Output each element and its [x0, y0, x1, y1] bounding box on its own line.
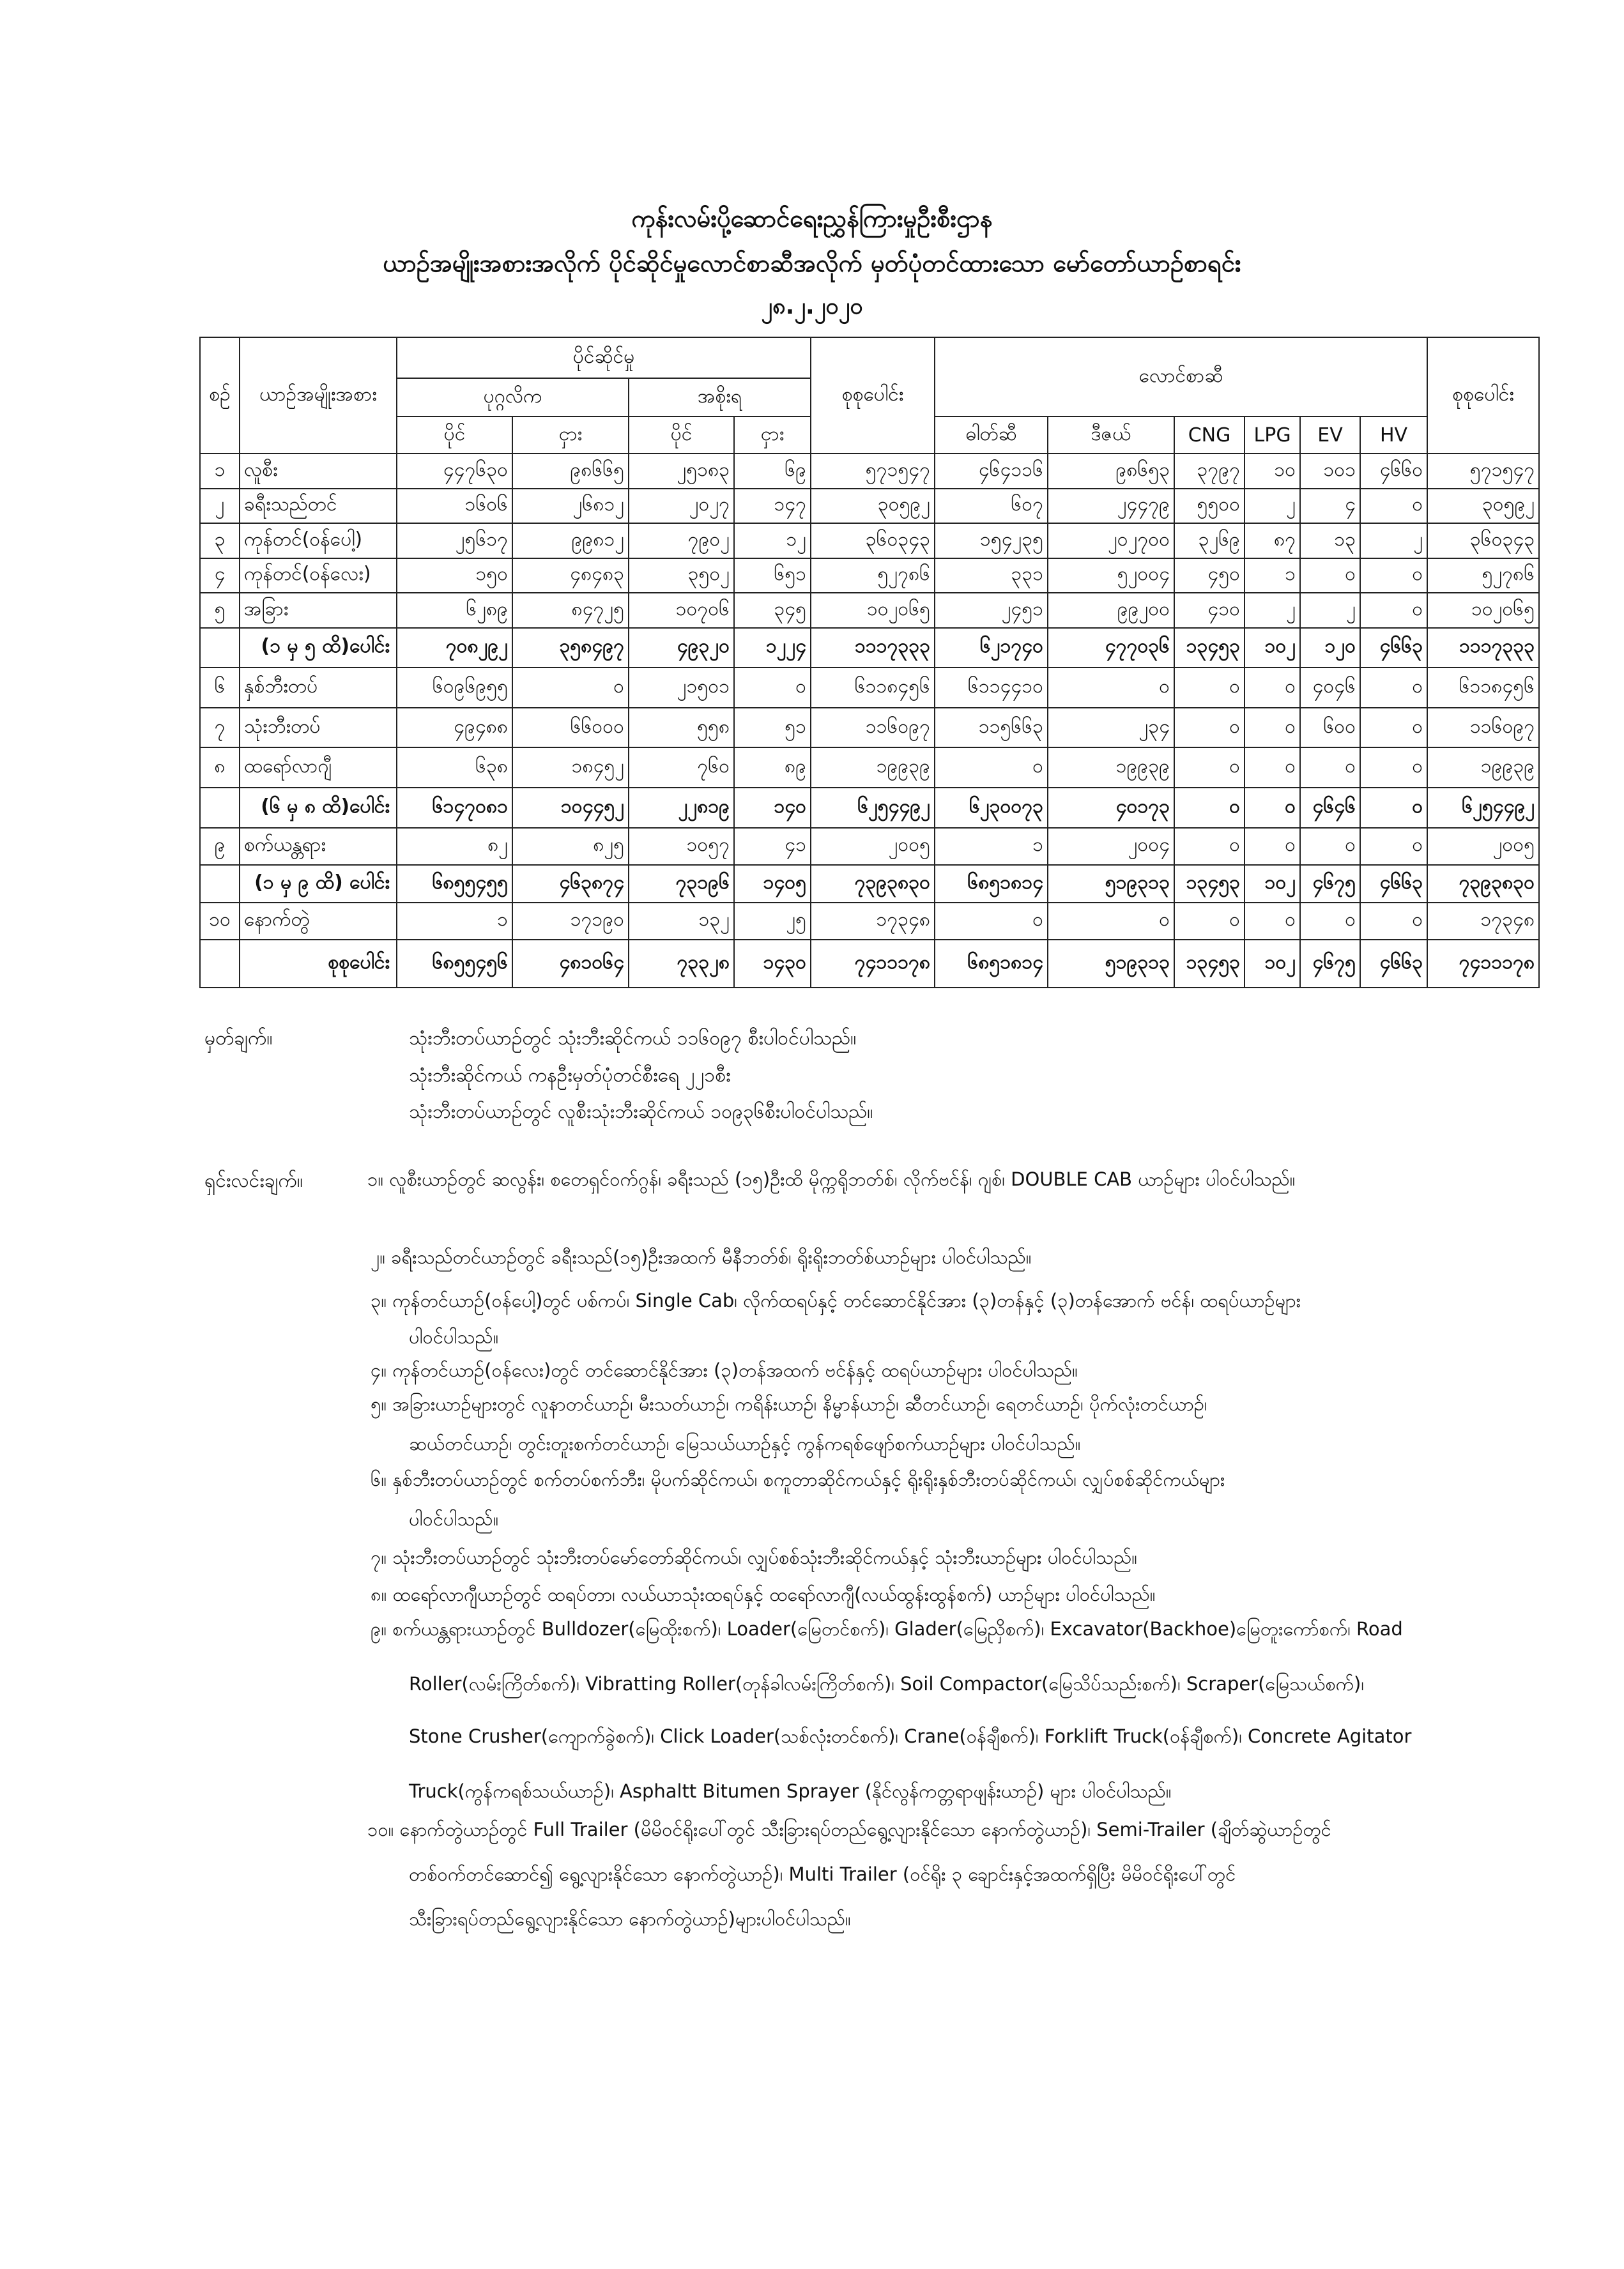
cell-type: ကုန်တင်(ဝန်ပေါ့) [240, 523, 397, 558]
cell-priv-own: ၇၀၈၂၉၂ [397, 628, 512, 668]
cell-petrol: ၀ [935, 747, 1048, 788]
cell-grand: ၆၂၅၄၄၉၂ [1427, 788, 1539, 828]
cell-grand: ၁၇၃၄၈ [1427, 903, 1539, 940]
explanation-line: ၅။ အခြားယာဉ်များတွင် လူနာတင်ယာဉ်၊ မီးသတ်ယာဉ်၊ ကရိန်းယာဉ်၊ နိမ္မာန်ယာဉ်၊ ဆီတင်ယာဉ်၊ ရေတင်ယာဉ်၊ ပိုက်လုံးတင်ယာဉ်၊ [371, 1393, 1207, 1415]
header-grand-total: စုစုပေါင်း [1427, 337, 1539, 454]
cell-diesel: ၉၈၆၅၃ [1048, 454, 1174, 489]
cell-diesel: ၅၁၉၃၁၃ [1048, 940, 1174, 988]
notes-label: မှတ်ချက်။ [204, 1027, 273, 1050]
table-row [200, 940, 1539, 988]
cell-type: (၆ မှ ၈ ထိ)ပေါင်း [240, 788, 397, 828]
cell-grand: ၇၄၁၁၁၇၈ [1427, 940, 1539, 988]
table-row [200, 489, 1539, 524]
cell-diesel: ၁၉၉၃၉ [1048, 747, 1174, 788]
header-ownership: ပိုင်ဆိုင်မှု [397, 337, 811, 378]
header-gov-hire: ငှား [734, 416, 811, 454]
cell-ev: ၂ [1300, 593, 1360, 628]
cell-total: ၇၃၉၃၈၃၀ [811, 865, 935, 903]
cell-gov-own: ၇၃၁၉၆ [629, 865, 734, 903]
cell-gov-hire: ၂၅ [734, 903, 811, 940]
cell-total: ၁၉၉၃၉ [811, 747, 935, 788]
cell-grand: ၁၁၆၀၉၇ [1427, 708, 1539, 748]
cell-grand: ၇၃၉၃၈၃၀ [1427, 865, 1539, 903]
cell-ev: ၀ [1300, 828, 1360, 866]
cell-gov-hire: ၁၄၀ [734, 788, 811, 828]
cell-ev: ၆၀၀ [1300, 708, 1360, 748]
cell-cng: ၅၅၀၀ [1174, 489, 1245, 524]
cell-hv: ၂ [1360, 523, 1427, 558]
cell-grand: ၂၀၀၅ [1427, 828, 1539, 866]
table-row [200, 628, 1539, 668]
header-diesel: ဒီဇယ် [1048, 416, 1174, 454]
cell-gov-hire: ၁၄၇ [734, 489, 811, 524]
cell-cng: ၁၃၄၅၃ [1174, 940, 1245, 988]
cell-gov-own: ၇၉၀၂ [629, 523, 734, 558]
table-row [200, 523, 1539, 558]
header-petrol: ဓါတ်ဆီ [935, 416, 1048, 454]
table-row [200, 828, 1539, 866]
header-lpg: LPG [1245, 416, 1300, 454]
cell-sr: ၉ [200, 828, 240, 866]
note-line: သုံးဘီးဆိုင်ကယ် ကနဦးမှတ်ပုံတင်စီးရေ ၂၂၁စီး [409, 1064, 731, 1087]
cell-gov-hire: ၈၉ [734, 747, 811, 788]
cell-gov-own: ၂၁၅၀၁ [629, 668, 734, 708]
cell-priv-own: ၆၁၄၇၀၈၁ [397, 788, 512, 828]
cell-hv: ၀ [1360, 668, 1427, 708]
header-cng: CNG [1174, 416, 1245, 454]
table-row [200, 454, 1539, 489]
cell-cng: ၃၇၉၇ [1174, 454, 1245, 489]
cell-lpg: ၀ [1245, 903, 1300, 940]
cell-sr [200, 865, 240, 903]
explanation-line: ဆယ်တင်ယာဉ်၊ တွင်းတူးစက်တင်ယာဉ်၊ မြေသယ်ယာဉ်နှင့် ကွန်ကရစ်ဖျော်စက်ယာဉ်များ ပါဝင်ပါသည်။ [409, 1433, 1081, 1455]
cell-gov-own: ၇၆၀ [629, 747, 734, 788]
cell-lpg: ၂ [1245, 489, 1300, 524]
cell-gov-hire: ၁၄၃၀ [734, 940, 811, 988]
cell-lpg: ၀ [1245, 828, 1300, 866]
cell-petrol: ၆၈၅၁၈၁၄ [935, 940, 1048, 988]
cell-grand: ၃၀၅၉၂ [1427, 489, 1539, 524]
cell-sr [200, 940, 240, 988]
cell-lpg: ၀ [1245, 788, 1300, 828]
cell-priv-hire: ၈၄၇၂၅ [512, 593, 629, 628]
cell-gov-own: ၁၀၇၀၆ [629, 593, 734, 628]
cell-priv-hire: ၃၅၈၄၉၇ [512, 628, 629, 668]
table-row [200, 903, 1539, 940]
cell-hv: ၀ [1360, 558, 1427, 593]
cell-diesel: ၄၀၁၇၃ [1048, 788, 1174, 828]
cell-type: စုစုပေါင်း [240, 940, 397, 988]
cell-total: ၃၆၀၃၄၃ [811, 523, 935, 558]
cell-ev: ၄ [1300, 489, 1360, 524]
cell-gov-hire: ၄၁ [734, 828, 811, 866]
explanation-line: ပါဝင်ပါသည်။ [409, 1326, 499, 1348]
cell-ev: ၁၂၀ [1300, 628, 1360, 668]
cell-priv-hire: ၆၆၀၀၀ [512, 708, 629, 748]
cell-priv-own: ၆၈၅၅၄၅၅ [397, 865, 512, 903]
table-row [200, 558, 1539, 593]
cell-diesel: ၄၇၇၀၃၆ [1048, 628, 1174, 668]
header-private-hire: ငှား [512, 416, 629, 454]
cell-sr: ၂ [200, 489, 240, 524]
cell-priv-hire: ၉၈၆၆၅ [512, 454, 629, 489]
cell-sr [200, 628, 240, 668]
cell-grand: ၁၀၂၀၆၅ [1427, 593, 1539, 628]
cell-gov-hire: ၆၅၁ [734, 558, 811, 593]
cell-cng: ၀ [1174, 708, 1245, 748]
cell-sr: ၁ [200, 454, 240, 489]
cell-petrol: ၁၅၄၂၃၅ [935, 523, 1048, 558]
table-row [200, 708, 1539, 748]
cell-priv-hire: ၉၉၈၁၂ [512, 523, 629, 558]
cell-petrol: ၆၁၁၄၄၁၀ [935, 668, 1048, 708]
cell-cng: ၁၃၄၅၃ [1174, 628, 1245, 668]
cell-gov-hire: ၀ [734, 668, 811, 708]
explanation-line: ၇။ သုံးဘီးတပ်ယာဉ်တွင် သုံးဘီးတပ်မော်တော်ဆိုင်ကယ်၊ လျှပ်စစ်သုံးဘီးဆိုင်ကယ်နှင့် သုံးဘီးယာဉ်များ ပါဝင်ပါသည်။ [371, 1547, 1138, 1568]
cell-total: ၅၇၁၅၄၇ [811, 454, 935, 489]
cell-petrol: ၄၆၄၁၁၆ [935, 454, 1048, 489]
cell-grand: ၃၆၀၃၄၃ [1427, 523, 1539, 558]
explanation-line: ၁၀။ နောက်တွဲယာဉ်တွင် Full Trailer (မိမိဝင်ရိုးပေါ်တွင် သီးခြားရပ်တည်ရွေ့လျားနိုင်သော နောက်တွဲယာဉ်)၊ Semi-Trailer (ချိတ်ဆွဲယာဉ်တွင် [367, 1819, 1331, 1840]
cell-petrol: ၁ [935, 828, 1048, 866]
cell-gov-own: ၁၃၂ [629, 903, 734, 940]
cell-diesel: ၂၃၄ [1048, 708, 1174, 748]
table-row [200, 593, 1539, 628]
cell-ev: ၀ [1300, 558, 1360, 593]
header-private-own: ပိုင် [397, 416, 512, 454]
cell-priv-own: ၆၈၅၅၄၅၆ [397, 940, 512, 988]
cell-cng: ၀ [1174, 828, 1245, 866]
cell-cng: ၄၁၀ [1174, 593, 1245, 628]
explanation-line: ၉။ စက်ယန္တရားယာဉ်တွင် Bulldozer(မြေထိုးစက်)၊ Loader(မြေတင်စက်)၊ Glader(မြေညှိစက်)၊ Excavator(Backhoe)မြေတူးကော်စက်၊ Road [371, 1618, 1403, 1640]
cell-gov-hire: ၃၄၅ [734, 593, 811, 628]
explanation-line: တစ်ဝက်တင်ဆောင်၍ ရွေ့လျားနိုင်သော နောက်တွဲယာဉ်)၊ Multi Trailer (ဝင်ရိုး ၃ ချောင်းနှင့်အထက်ရှိပြီး မိမိဝင်ရိုးပေါ်တွင် [409, 1863, 1236, 1885]
cell-total: ၂၀၀၅ [811, 828, 935, 866]
cell-total: ၁၁၁၇၃၃၃ [811, 628, 935, 668]
cell-ev: ၄၆၇၅ [1300, 940, 1360, 988]
cell-cng: ၀ [1174, 788, 1245, 828]
cell-sr: ၈ [200, 747, 240, 788]
cell-lpg: ၀ [1245, 668, 1300, 708]
table-row [200, 788, 1539, 828]
cell-diesel: ၂၀၂၇၀၀ [1048, 523, 1174, 558]
cell-priv-own: ၂၅၆၁၇ [397, 523, 512, 558]
cell-sr: ၁၀ [200, 903, 240, 940]
header-government: အစိုးရ [629, 378, 811, 416]
cell-diesel: ၀ [1048, 903, 1174, 940]
cell-total: ၇၄၁၁၁၇၈ [811, 940, 935, 988]
cell-hv: ၀ [1360, 747, 1427, 788]
header-sr: စဉ် [200, 337, 240, 454]
cell-priv-hire: ၈၂၅ [512, 828, 629, 866]
cell-total: ၅၂၇၈၆ [811, 558, 935, 593]
cell-priv-hire: ၄၈၄၈၃ [512, 558, 629, 593]
cell-priv-own: ၈၂ [397, 828, 512, 866]
cell-gov-hire: ၁၂၂၄ [734, 628, 811, 668]
cell-type: ခရီးသည်တင် [240, 489, 397, 524]
cell-petrol: ၂၄၅၁ [935, 593, 1048, 628]
header-fuel: လောင်စာဆီ [935, 337, 1427, 416]
cell-ev: ၄၆၄၆ [1300, 788, 1360, 828]
explanation-line: သီးခြားရပ်တည်ရွေ့လျားနိုင်သော နောက်တွဲယာဉ်)များပါဝင်ပါသည်။ [409, 1908, 851, 1930]
cell-type: ထရော်လာဂျီ [240, 747, 397, 788]
cell-petrol: ၁၁၅၆၆၃ [935, 708, 1048, 748]
cell-priv-own: ၁၆၀၆ [397, 489, 512, 524]
cell-diesel: ၀ [1048, 668, 1174, 708]
cell-priv-hire: ၂၆၈၁၂ [512, 489, 629, 524]
table-row [200, 865, 1539, 903]
cell-grand: ၁၁၁၇၃၃၃ [1427, 628, 1539, 668]
cell-priv-own: ၄၄၇၆၃၀ [397, 454, 512, 489]
cell-priv-own: ၆၂၈၉ [397, 593, 512, 628]
cell-hv: ၄၆၆၃ [1360, 628, 1427, 668]
cell-grand: ၅၂၇၈၆ [1427, 558, 1539, 593]
cell-hv: ၄၆၆၃ [1360, 940, 1427, 988]
cell-type: လူစီး [240, 454, 397, 489]
cell-priv-own: ၆၃၈ [397, 747, 512, 788]
cell-ev: ၁၀၁ [1300, 454, 1360, 489]
cell-hv: ၀ [1360, 788, 1427, 828]
explanation-line: ၃။ ကုန်တင်ယာဉ်(ဝန်ပေါ့)တွင် ပစ်ကပ်၊ Single Cab၊ လိုက်ထရပ်နှင့် တင်ဆောင်နိုင်အား (၃)တန်နှင့် (၃)တန်အောက် ဗင်န်၊ ထရပ်ယာဉ်များ [371, 1290, 1301, 1311]
cell-type: နောက်တွဲ [240, 903, 397, 940]
header-gov-own: ပိုင် [629, 416, 734, 454]
header-ev: EV [1300, 416, 1360, 454]
cell-total: ၁၁၆၀၉၇ [811, 708, 935, 748]
explanation-line: ပါဝင်ပါသည်။ [409, 1508, 499, 1530]
vehicle-registration-table [199, 337, 1540, 988]
header-hv: HV [1360, 416, 1427, 454]
cell-priv-own: ၁ [397, 903, 512, 940]
note-line: သုံးဘီးတပ်ယာဉ်တွင် လူစီးသုံးဘီးဆိုင်ကယ် ၁၀၉၃၆စီးပါဝင်ပါသည်။ [409, 1101, 873, 1123]
cell-sr: ၆ [200, 668, 240, 708]
cell-diesel: ၅၁၉၃၁၃ [1048, 865, 1174, 903]
table-row [200, 747, 1539, 788]
cell-cng: ၁၃၄၅၃ [1174, 865, 1245, 903]
report-date: ၂၈.၂.၂၀၂၀ [761, 293, 863, 319]
explanation-line: ၁။ လူစီးယာဉ်တွင် ဆလွန်း၊ စတေရှင်ဝက်ဂွန်၊ ခရီးသည် (၁၅)ဦးထိ မိုက္ကရိုဘတ်စ်၊ လိုက်ဗင်န်၊ ဂျစ်၊ DOUBLE CAB ယာဉ်များ ပါဝင်ပါသည်။ [367, 1168, 1296, 1190]
cell-priv-own: ၄၉၄၈၈ [397, 708, 512, 748]
cell-diesel: ၅၂၀၀၄ [1048, 558, 1174, 593]
cell-lpg: ၈၇ [1245, 523, 1300, 558]
cell-gov-own: ၁၀၅၇ [629, 828, 734, 866]
explanation-line: Stone Crusher(ကျောက်ခွဲစက်)၊ Click Loader(သစ်လုံးတင်စက်)၊ Crane(ဝန်ချီစက်)၊ Forklift Truck(ဝန်ချီစက်)၊ Concrete Agitator [409, 1725, 1412, 1747]
table-row [200, 668, 1539, 708]
cell-lpg: ၁၀၂ [1245, 865, 1300, 903]
cell-total: ၆၂၅၄၄၉၂ [811, 788, 935, 828]
cell-gov-hire: ၆၉ [734, 454, 811, 489]
cell-sr: ၄ [200, 558, 240, 593]
explanation-line: ၆။ နှစ်ဘီးတပ်ယာဉ်တွင် စက်တပ်စက်ဘီး၊ မိုပက်ဆိုင်ကယ်၊ စကူတာဆိုင်ကယ်နှင့် ရိုးရိုးနှစ်ဘီးတပ်ဆိုင်ကယ်၊ လျှပ်စစ်ဆိုင်ကယ်များ [371, 1469, 1225, 1490]
note-line: သုံးဘီးတပ်ယာဉ်တွင် သုံးဘီးဆိုင်ကယ် ၁၁၆၀၉၇ စီးပါဝင်ပါသည်။ [409, 1027, 857, 1050]
explanations-label: ရှင်းလင်းချက်။ [204, 1170, 303, 1192]
cell-type: (၁ မှ ၉ ထိ) ပေါင်း [240, 865, 397, 903]
cell-cng: ၄၅၀ [1174, 558, 1245, 593]
cell-type: (၁ မှ ၅ ထိ)ပေါင်း [240, 628, 397, 668]
cell-total: ၁၀၂၀၆၅ [811, 593, 935, 628]
header-total: စုစုပေါင်း [811, 337, 935, 454]
cell-priv-own: ၁၅၀ [397, 558, 512, 593]
explanation-line: ၂။ ခရီးသည်တင်ယာဉ်တွင် ခရီးသည်(၁၅)ဦးအထက် မီနီဘတ်စ်၊ ရိုးရိုးဘတ်စ်ယာဉ်များ ပါဝင်ပါသည်။ [371, 1246, 1032, 1268]
cell-cng: ၀ [1174, 903, 1245, 940]
explanation-line: Roller(လမ်းကြိတ်စက်)၊ Vibratting Roller(တုန်ခါလမ်းကြိတ်စက်)၊ Soil Compactor(မြေသိပ်သည်းစက်)၊ Scraper(မြေသယ်စက်)၊ [409, 1673, 1364, 1695]
cell-priv-hire: ၁၀၄၄၅၂ [512, 788, 629, 828]
cell-ev: ၄၀၄၆ [1300, 668, 1360, 708]
cell-gov-own: ၂၅၁၈၃ [629, 454, 734, 489]
cell-total: ၆၁၁၈၄၅၆ [811, 668, 935, 708]
cell-petrol: ၆၂၃၀၀၇၃ [935, 788, 1048, 828]
cell-diesel: ၂၀၀၄ [1048, 828, 1174, 866]
cell-sr: ၇ [200, 708, 240, 748]
explanation-line: ၈။ ထရော်လာဂျီယာဉ်တွင် ထရပ်တာ၊ လယ်ယာသုံးထရပ်နှင့် ထရော်လာဂျီ(လယ်ထွန်းထွန်စက်) ယာဉ်များ ပါဝင်ပါသည်။ [371, 1584, 1156, 1605]
cell-cng: ၃၂၆၉ [1174, 523, 1245, 558]
cell-cng: ၀ [1174, 747, 1245, 788]
cell-hv: ၄၆၆၀ [1360, 454, 1427, 489]
cell-priv-hire: ၀ [512, 668, 629, 708]
header-vehicle-type: ယာဉ်အမျိုးအစား [240, 337, 397, 454]
cell-lpg: ၁၀၂ [1245, 940, 1300, 988]
cell-priv-hire: ၄၈၁၀၆၄ [512, 940, 629, 988]
cell-lpg: ၁ [1245, 558, 1300, 593]
cell-lpg: ၀ [1245, 708, 1300, 748]
cell-lpg: ၁၀၂ [1245, 628, 1300, 668]
explanation-line: Truck(ကွန်ကရစ်သယ်ယာဉ်)၊ Asphaltt Bitumen Sprayer (နိုင်လွန်ကတ္တရာဖျန်းယာဉ်) များ ပါဝင်ပါသည်။ [409, 1780, 1172, 1802]
cell-priv-hire: ၁၇၁၉၀ [512, 903, 629, 940]
cell-gov-own: ၄၉၃၂၀ [629, 628, 734, 668]
page-subtitle: ယာဉ်အမျိုးအစားအလိုက် ပိုင်ဆိုင်မှုလောင်စာဆီအလိုက် မှတ်ပုံတင်ထားသော မော်တော်ယာဉ်စာရင်း [383, 249, 1241, 277]
cell-lpg: ၁၀ [1245, 454, 1300, 489]
cell-priv-hire: ၁၈၄၅၂ [512, 747, 629, 788]
cell-ev: ၀ [1300, 747, 1360, 788]
cell-lpg: ၀ [1245, 747, 1300, 788]
cell-gov-own: ၃၅၀၂ [629, 558, 734, 593]
cell-gov-hire: ၁၄၀၅ [734, 865, 811, 903]
cell-petrol: ၆၂၁၇၄၀ [935, 628, 1048, 668]
page-title: ကုန်းလမ်းပို့ဆောင်ရေးညွှန်ကြားမှုဦးစီးဌာန [631, 204, 993, 233]
cell-grand: ၅၇၁၅၄၇ [1427, 454, 1539, 489]
cell-gov-own: ၇၃၃၂၈ [629, 940, 734, 988]
cell-hv: ၀ [1360, 593, 1427, 628]
cell-petrol: ၀ [935, 903, 1048, 940]
cell-gov-own: ၅၅၈ [629, 708, 734, 748]
cell-gov-own: ၂၀၂၇ [629, 489, 734, 524]
cell-type: နှစ်ဘီးတပ် [240, 668, 397, 708]
cell-gov-own: ၂၂၈၁၉ [629, 788, 734, 828]
cell-sr [200, 788, 240, 828]
cell-sr: ၅ [200, 593, 240, 628]
explanation-line: ၄။ ကုန်တင်ယာဉ်(ဝန်လေး)တွင် တင်ဆောင်နိုင်အား (၃)တန်အထက် ဗင်န်နှင့် ထရပ်ယာဉ်များ ပါဝင်ပါသည်။ [371, 1359, 1078, 1381]
cell-grand: ၁၉၉၃၉ [1427, 747, 1539, 788]
cell-gov-hire: ၅၁ [734, 708, 811, 748]
cell-hv: ၀ [1360, 708, 1427, 748]
cell-grand: ၆၁၁၈၄၅၆ [1427, 668, 1539, 708]
cell-ev: ၁၃ [1300, 523, 1360, 558]
cell-cng: ၀ [1174, 668, 1245, 708]
cell-type: အခြား [240, 593, 397, 628]
cell-sr: ၃ [200, 523, 240, 558]
cell-hv: ၀ [1360, 903, 1427, 940]
cell-gov-hire: ၁၂ [734, 523, 811, 558]
header-private: ပုဂ္ဂလိက [397, 378, 629, 416]
cell-diesel: ၉၉၂၀၀ [1048, 593, 1174, 628]
cell-hv: ၀ [1360, 489, 1427, 524]
cell-hv: ၄၆၆၃ [1360, 865, 1427, 903]
cell-petrol: ၆၈၅၁၈၁၄ [935, 865, 1048, 903]
cell-petrol: ၆၀၇ [935, 489, 1048, 524]
cell-type: ကုန်တင်(ဝန်လေး) [240, 558, 397, 593]
cell-lpg: ၂ [1245, 593, 1300, 628]
cell-type: စက်ယန္တရား [240, 828, 397, 866]
cell-hv: ၀ [1360, 828, 1427, 866]
cell-diesel: ၂၄၄၇၉ [1048, 489, 1174, 524]
cell-ev: ၀ [1300, 903, 1360, 940]
cell-petrol: ၃၃၁ [935, 558, 1048, 593]
cell-total: ၃၀၅၉၂ [811, 489, 935, 524]
cell-priv-hire: ၄၆၃၈၇၄ [512, 865, 629, 903]
cell-type: သုံးဘီးတပ် [240, 708, 397, 748]
cell-priv-own: ၆၀၉၆၉၅၅ [397, 668, 512, 708]
cell-ev: ၄၆၇၅ [1300, 865, 1360, 903]
cell-total: ၁၇၃၄၈ [811, 903, 935, 940]
